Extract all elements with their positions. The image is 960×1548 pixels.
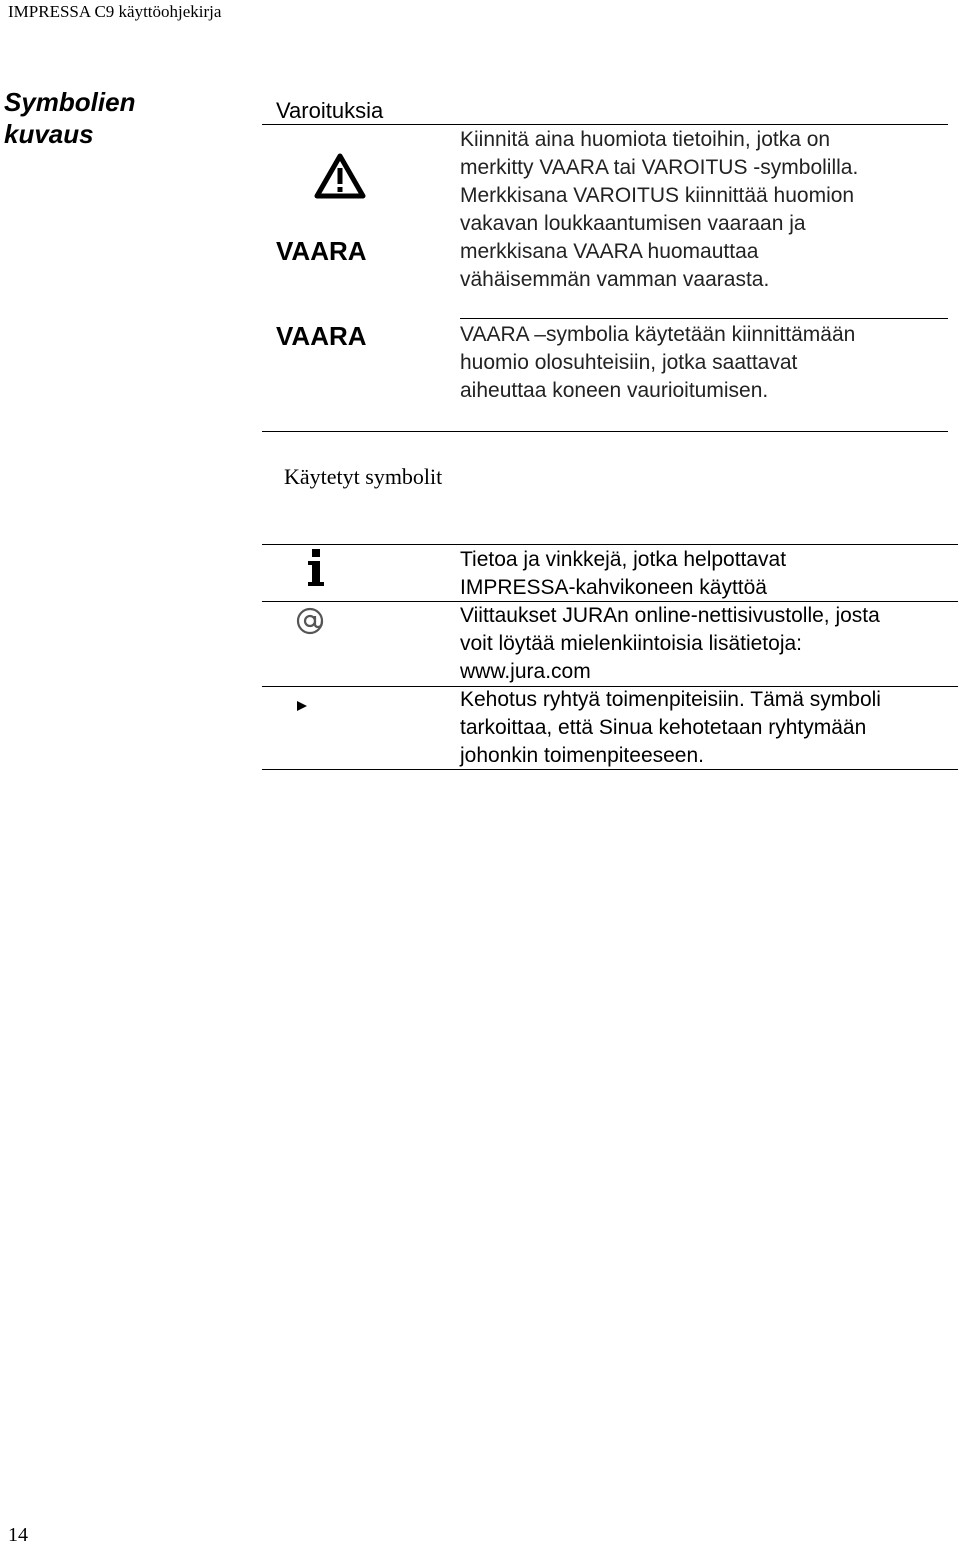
text-line: Merkkisana VAROITUS kiinnittää huomion: [460, 184, 855, 207]
text-line: vakavan loukkaantumisen vaaraan ja: [460, 212, 806, 235]
text-line: IMPRESSA-kahvikoneen käyttöä: [460, 576, 767, 599]
text-line: voit löytää mielenkiintoisia lisätietoja:: [460, 632, 802, 655]
symbol-description: [460, 602, 958, 686]
play-arrow-icon: [290, 694, 314, 718]
text-line: Viittaukset JURAn online-nettisivustolle, josta: [460, 604, 880, 627]
page-number: 14: [8, 1524, 28, 1546]
warning-description: [460, 126, 948, 294]
text-line: VAARA –symbolia käytetään kiinnittämään: [460, 323, 856, 346]
danger-label: VAARA: [276, 236, 367, 266]
text-line: merkkisana VAARA huomauttaa: [460, 240, 759, 263]
warnings-heading: Varoituksia: [276, 98, 384, 123]
text-line: www.jura.com: [460, 660, 591, 683]
text-line: aiheuttaa koneen vaurioitumisen.: [460, 379, 769, 402]
used-symbols-heading: Käytetyt symbolit: [284, 464, 443, 489]
text-line: Kiinnitä aina huomiota tietoihin, jotka on: [460, 128, 831, 151]
warning-description: [460, 321, 938, 405]
text-line: Kehotus ryhtyä toimenpiteisiin. Tämä symboli: [460, 688, 881, 711]
section-title-line: Symbolien: [4, 87, 136, 117]
text-line: merkitty VAARA tai VAROITUS -symbolilla.: [460, 156, 859, 179]
text-line: tarkoittaa, että Sinua kehotetaan ryhtymään: [460, 716, 867, 739]
text-line: huomio olosuhteisiin, jotka saattavat: [460, 351, 798, 374]
divider: [262, 124, 948, 125]
divider: [262, 431, 948, 432]
section-title: [4, 86, 204, 150]
divider: [262, 769, 958, 770]
text-line: Tietoa ja vinkkejä, jotka helpottavat: [460, 548, 787, 571]
danger-label: VAARA: [276, 321, 367, 351]
symbol-description: [460, 546, 958, 602]
symbol-description: [460, 686, 958, 770]
text-line: johonkin toimenpiteeseen.: [460, 744, 705, 767]
info-icon: [296, 546, 336, 590]
at-sign-icon: [290, 603, 330, 639]
section-title-line: kuvaus: [4, 119, 94, 149]
warning-triangle-icon: [312, 150, 368, 202]
running-header: IMPRESSA C9 käyttöohjekirja: [8, 2, 222, 21]
divider: [460, 318, 948, 319]
divider: [262, 544, 958, 545]
text-line: vähäisemmän vamman vaarasta.: [460, 268, 770, 291]
